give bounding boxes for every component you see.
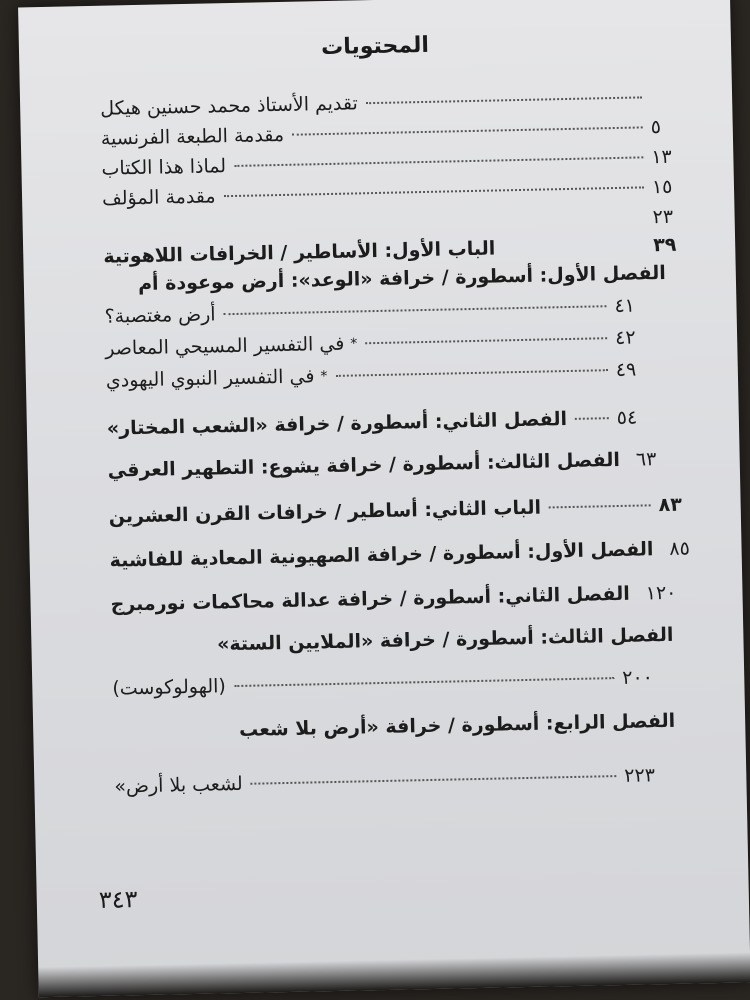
toc-entry-line1: الفصل الرابع: أسطورة / خرافة «أرض بلا شعب (238, 709, 676, 741)
toc-entry-line1: الفصل الأول: أسطورة / خرافة «الوعد»: أرض موعودة أم (137, 261, 667, 296)
toc-entry-page: ١٢٠ (645, 581, 677, 605)
book-page (18, 0, 750, 997)
toc-dot-leader (292, 126, 643, 135)
toc-entry-page: ٨٣ (658, 493, 683, 517)
toc-entry-line1: الفصل الثالث: أسطورة / خرافة «الملايين الستة» (216, 623, 674, 656)
bullet-icon: * (350, 335, 358, 353)
toc-dot-leader (111, 218, 645, 229)
toc-dot-leader (365, 337, 607, 344)
toc-entry-text: أرض مغتصبة؟ (104, 303, 216, 328)
toc-entry-page: ٦٣ (635, 448, 657, 471)
toc-entry-text: الفصل الثالث: أسطورة / خرافة يشوع: التطهير العرقي (107, 448, 621, 482)
toc-entry (109, 537, 691, 580)
toc-entry-text: لماذا هذا الكتاب (101, 155, 227, 180)
toc-entry-text: الفصل الثاني: أسطورة / خرافة «الشعب المختار» (106, 408, 568, 440)
toc-part-heading (109, 493, 711, 536)
toc-entry-text: (الهولوكوست) (112, 675, 227, 700)
page-number: ٣٤٣ (98, 885, 138, 914)
toc-entry-page: ٢٢٣ (624, 764, 656, 787)
toc-entry-text: تقديم الأستاذ محمد حسنين هيكل (99, 92, 359, 120)
toc-entry-text: لشعب بلا أرض» (114, 772, 243, 798)
toc-dot-leader (251, 775, 617, 785)
toc-entry-page: ٢٣ (652, 205, 674, 229)
toc-entry-page: ٤٢ (614, 326, 636, 350)
toc-entry-page: ٤٩ (615, 358, 637, 382)
toc-entry-text: * في التفسير النبوي اليهودي (105, 365, 328, 392)
toc-dot-leader (575, 417, 609, 420)
page-title: المحتويات (320, 32, 430, 61)
toc-dot-leader (335, 369, 607, 377)
toc-entry-text: مقدمة المؤلف (101, 185, 216, 210)
toc-entry-text: الباب الثاني: أساطير / خرافات القرن العشرين (108, 496, 542, 528)
toc-entry-page: ٤١ (614, 294, 636, 318)
toc-entry-text: * في التفسير المسيحي المعاصر (105, 332, 358, 360)
toc-entry-page: ٣٩ (652, 233, 677, 257)
toc-entry-page: ١٥ (651, 175, 673, 199)
toc-entry-page: ٥ (650, 116, 662, 139)
toc-entry-text: الباب الأول: الأساطير / الخرافات اللاهوتية (103, 237, 496, 268)
toc-entry (114, 764, 677, 806)
toc-dot-leader (366, 96, 642, 104)
page-shadow (38, 952, 750, 997)
toc-entry-text: الفصل الأول: أسطورة / خرافة الصهيونية المعادية للفاشية (109, 538, 654, 572)
toc-entry-text: مقدمة الطبعة الفرنسية (100, 123, 285, 150)
toc-entry-text: الفصل الثاني: أسطورة / خرافة عدالة محاكمات نورمبرج (110, 582, 630, 616)
toc-entry (107, 406, 670, 448)
toc-dot-leader (234, 156, 643, 167)
toc-dot-leader (224, 186, 644, 197)
toc-entry (108, 448, 671, 490)
bullet-icon: * (320, 368, 328, 385)
toc-entry-page: ٨٥ (669, 537, 691, 560)
toc-dot-leader (549, 504, 651, 508)
toc-entry-page: ١٣ (651, 145, 673, 169)
toc-dot-leader (234, 677, 614, 687)
toc-entry-page: ٢٠٠ (622, 666, 654, 689)
toc-entry (110, 581, 677, 624)
toc-dot-leader (224, 305, 607, 315)
toc-entry (112, 666, 675, 708)
toc-entry-page: ٥٤ (616, 406, 638, 430)
toc-dot-leader (503, 246, 645, 249)
